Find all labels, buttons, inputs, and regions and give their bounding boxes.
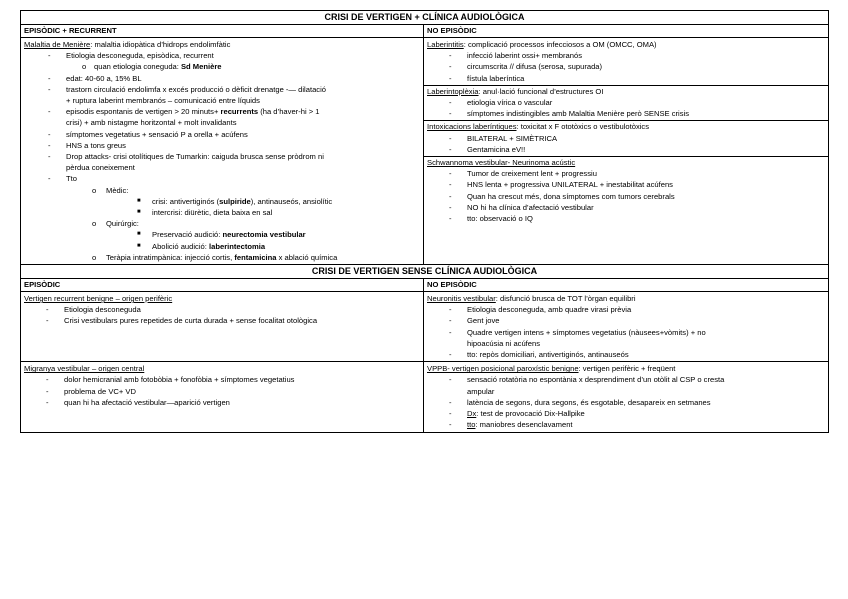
document: [20, 10, 828, 433]
list-item: - etiologia vírica o vascular: [449, 98, 553, 108]
list-item: - Gentamicina eV!!: [449, 144, 526, 154]
list-item: - trastorn circulació endolimfa x excés producció o dèficit drenatge -— dilatació: [48, 84, 327, 94]
list-item: - Tumor de creixement lent + progressiu: [449, 169, 597, 179]
section1-left-header: EPISÒDIC + RECURRENT: [21, 25, 424, 38]
list-item: - símptomes vegetatius + sensació P a orella + acúfens: [48, 129, 248, 139]
list-item: - problema de VC+ VD: [46, 386, 136, 396]
table-title-1: CRISI DE VERTIGEN + CLÍNICA AUDIOLÒGICA: [21, 11, 829, 25]
laberintoplexia-section: [424, 85, 828, 120]
vppb-heading: VPPB- vertigen posicional paroxístic benigne: vertigen perifèric + freqüent: [427, 364, 676, 374]
schwannoma-section: [424, 156, 828, 224]
section2-left-header: EPISÒDIC: [21, 279, 424, 292]
list-item: - tto: maniobres desenclavament: [449, 420, 573, 430]
list-item: - tto: repòs domiciliari, antivertiginós, antinauseós: [449, 350, 629, 360]
list-item: - BILATERAL + SIMÈTRICA: [449, 133, 558, 143]
intoxicacions-heading: Intoxicacions laberíntiques: toxicitat x F ototòxics o vestibulotòxics: [427, 122, 650, 132]
migranya-cell: [21, 362, 424, 432]
laberintitis-heading: Laberintitis: complicació processos infecciosos a OM (OMCC, OMA): [427, 40, 657, 49]
list-item: - circumscrita // difusa (serosa, supurada): [449, 62, 603, 72]
list-item: - HNS a tons greus: [48, 140, 126, 150]
list-item: - Quadre vertigen intens + símptomes vegetatius (nàusees+vòmits) + no: [449, 327, 706, 337]
section1-right-header: NO EPISÒDIC: [424, 25, 829, 38]
list-item: - NO hi ha clínica d’afectació vestibular: [449, 202, 594, 212]
laberintoplexia-heading: Laberintoplèxia: anul·lació funcional d’estructures OI: [427, 86, 604, 96]
list-item-continuation: pèrdua coneixement: [66, 163, 135, 173]
list-item: o Mèdic:: [92, 185, 129, 195]
section2-right-header: NO EPISÒDIC: [424, 279, 829, 292]
list-item: - Gent jove: [449, 316, 500, 326]
list-item: - Etiologia desconeguda, episòdica, recurrent: [48, 51, 214, 61]
vrb-cell: [21, 292, 424, 362]
list-item: - episodis espontanis de vertigen > 20 minuts+ recurrents (ha d’haver-hi > 1: [48, 107, 320, 117]
list-item: - HNS lenta + progressiva UNILATERAL + inestabilitat acúfens: [449, 180, 673, 190]
neuronitis-heading: Neuronitis vestibular: disfunció brusca de TOT l’òrgan equilibri: [427, 294, 636, 304]
list-item-continuation: + ruptura laberint membranós – comunicació entre líquids: [66, 96, 260, 106]
list-item: - fístula laberíntica: [449, 73, 525, 83]
list-item: - Etiologia desconeguda: [46, 305, 141, 315]
list-item: - edat: 40-60 a, 15% BL: [48, 73, 142, 83]
list-item: - Drop attacks- crisi otolítiques de Tumarkin: caiguda brusca sense pròdrom ni: [48, 152, 324, 162]
list-item: - Quan ha crescut més, dona símptomes com tumors cerebrals: [449, 191, 675, 201]
list-item: - tto: observació o IQ: [449, 214, 533, 224]
list-item: - símptomes indistingibles amb Malaltia Menière però SENSE crisis: [449, 109, 689, 119]
no-episodic-cell: [424, 38, 829, 265]
list-item: - sensació rotatòria no espontània x desprendiment d’un otòlit al CSP o cresta: [449, 375, 725, 385]
schwannoma-heading: Schwannoma vestibular- Neurinoma acústic: [427, 158, 576, 168]
list-item: - dolor hemicranial amb fotobòbia + fonofòbia + símptomes vegetatius: [46, 375, 295, 385]
list-item: ■ intercrisi: diürètic, dieta baixa en sal: [137, 208, 273, 218]
list-item: - Etiologia desconeguda, amb quadre virasi prèvia: [449, 305, 632, 315]
list-item-continuation: hipoacúsia ni acúfens: [467, 338, 541, 348]
list-item: - quan hi ha afectació vestibular—aparició vertigen: [46, 397, 230, 407]
list-item: - Crisi vestibulars pures repetides de curta durada + sense focalitat otològica: [46, 316, 318, 326]
vppb-cell: [424, 362, 829, 432]
vertigo-table: [20, 10, 829, 433]
list-item: o quan etiologia coneguda: Sd Menière: [82, 62, 222, 72]
list-item: - Tto: [48, 174, 77, 184]
list-item: - latència de segons, dura segons, és esgotable, desapareix en setmanes: [449, 397, 711, 407]
list-item: ■ crisi: antivertiginós (sulpiride), antinauseós, ansiolític: [137, 196, 333, 206]
list-item: o Teràpia intratimpànica: injecció cortis, fentamicina x ablació química: [92, 252, 338, 262]
list-item-continuation: crisi) + amb nistagme horitzontal + molt invalidants: [66, 118, 237, 128]
meniere-heading: Malaltia de Menière: malaltia idiopàtica d’hidrops endolimfàtic: [24, 40, 231, 49]
neuronitis-cell: [424, 292, 829, 362]
list-item: o Quirúrgic:: [92, 219, 139, 229]
list-item: ■ Abolició audició: laberintectomia: [137, 241, 266, 251]
list-item: ■ Preservació audició: neurectomia vestibular: [137, 230, 306, 240]
migranya-heading: Migranya vestibular – origen central: [24, 364, 145, 374]
table-title-2: CRISI DE VERTIGEN SENSE CLÍNICA AUDIOLÒGICA: [21, 265, 829, 279]
list-item: - infecció laberint ossi+ membranós: [449, 51, 583, 61]
intoxicacions-section: [424, 120, 828, 155]
list-item-continuation: ampular: [467, 386, 495, 396]
list-item: - Dx: test de provocació Dix-Hallpike: [449, 409, 585, 419]
meniere-cell: [21, 38, 424, 265]
vrb-heading: Vertigen recurrent benigne – origen perifèric: [24, 294, 173, 304]
